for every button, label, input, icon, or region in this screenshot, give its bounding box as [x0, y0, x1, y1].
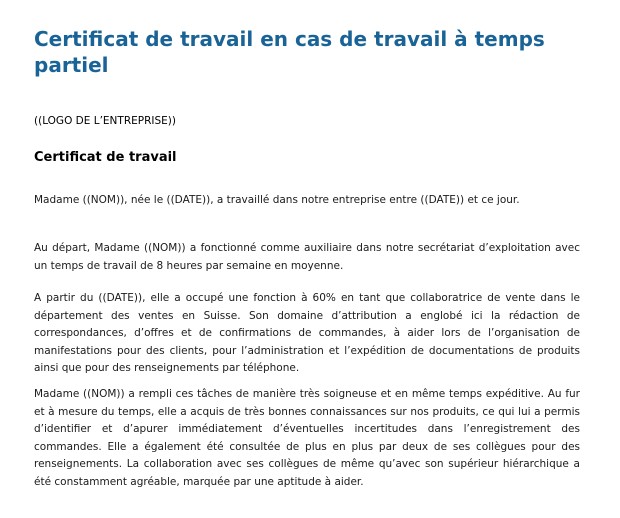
paragraph-sales-role: A partir du ((DATE)), elle a occupé une fonction à 60% en tant que collaboratrice de vente dans le département des ventes en Suisse. Son domaine d’attribution a englobé ici la rédaction de correspondances, d’offres et de confirmations de commandes, à aider lors de l’organisation de manifestations pour des clients, pour l’administration et l’expédition de documentations de produits ainsi que pour des renseignements par téléphone. — [34, 292, 580, 374]
paragraph-performance: Madame ((NOM)) a rempli ces tâches de manière très soigneuse et en même temps expéditive. Au fur et à mesure du temps, elle a acquis de très bonnes connaissances sur nos produits, ce qui lui a permis d’identifier et d’apurer immédiatement d’éventuelles incertitudes dans l’enregistrement des commandes. Elle a également été consultée de plus en plus par deux de ses collègues pour des renseignements. La collaboration avec ses collègues de même qu’avec son supérieur hiérarchique a été constamment agréable, marquée par une aptitude à aider. — [34, 388, 580, 488]
document-title: Certificat de travail en cas de travail à temps partiel — [34, 27, 545, 77]
company-logo-placeholder: ((LOGO DE L’ENTREPRISE)) — [34, 115, 176, 127]
certificate-heading: Certificat de travail — [34, 150, 177, 165]
paragraph-employment-period: Madame ((NOM)), née le ((DATE)), a travaillé dans notre entreprise entre ((DATE)) et ce jour. — [34, 194, 520, 206]
paragraph-initial-role: Au départ, Madame ((NOM)) a fonctionné comme auxiliaire dans notre secrétariat d’exploitation avec un temps de travail de 8 heures par semaine en moyenne. — [34, 242, 580, 272]
